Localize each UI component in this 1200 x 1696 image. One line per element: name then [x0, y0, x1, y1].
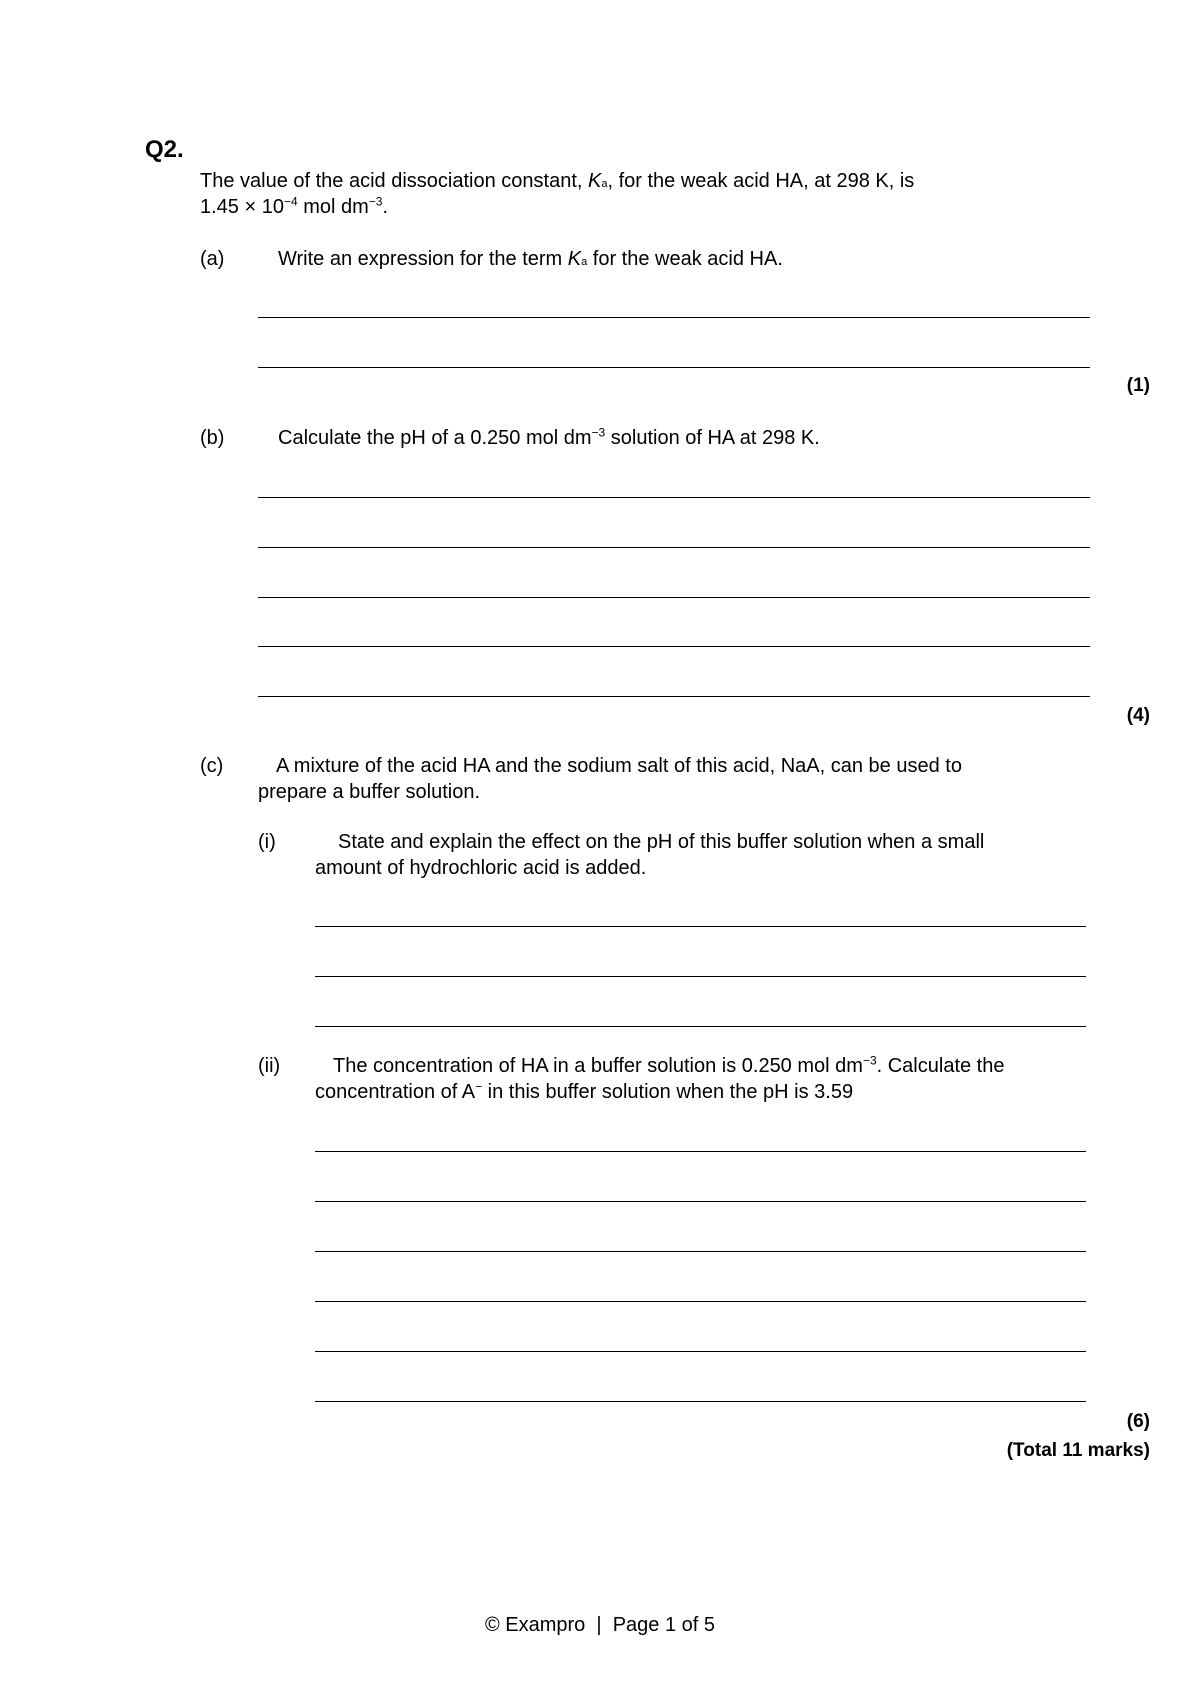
part-c-ii-line2 — [315, 1079, 853, 1105]
answer-line[interactable] — [315, 1301, 1086, 1302]
part-b-marks: (4) — [1126, 705, 1150, 726]
intro-text: , for the weak acid HA, at 298 K, is — [607, 170, 915, 192]
intro-text: The value of the acid dissociation constant, — [200, 170, 589, 192]
part-c-ii-text: in this buffer solution when the pH is 3.59 — [482, 1081, 854, 1103]
part-c-ii-text: . Calculate the — [876, 1055, 1005, 1077]
part-a-text — [278, 246, 783, 272]
answer-line[interactable] — [258, 497, 1090, 498]
part-c-i-label: (i) — [258, 831, 276, 853]
ka-subscript: a — [581, 256, 588, 268]
answer-line[interactable] — [258, 367, 1090, 368]
part-c-label: (c) — [200, 755, 224, 777]
exponent: −4 — [283, 194, 298, 209]
answer-line[interactable] — [258, 547, 1090, 548]
part-a-marks: (1) — [1126, 375, 1150, 396]
question-intro-line1 — [200, 168, 914, 194]
part-c-line1: A mixture of the acid HA and the sodium salt of this acid, NaA, can be used to — [276, 755, 962, 777]
part-a-label: (a) — [200, 248, 225, 270]
exponent: −3 — [368, 194, 383, 209]
part-b-text-a: Calculate the pH of a 0.250 mol dm — [278, 427, 592, 449]
part-c-i-line1: State and explain the effect on the pH of this buffer solution when a small — [338, 831, 985, 853]
part-b-text — [278, 425, 820, 451]
answer-line[interactable] — [258, 646, 1090, 647]
part-c-ii-marks: (6) — [1126, 1411, 1150, 1432]
answer-line[interactable] — [258, 696, 1090, 697]
part-c-ii-text: concentration of A — [315, 1081, 476, 1103]
ka-symbol: K — [588, 170, 602, 192]
answer-line[interactable] — [315, 926, 1086, 927]
answer-line[interactable] — [315, 1201, 1086, 1202]
part-b-text-b: solution of HA at 298 K. — [605, 427, 820, 449]
answer-line[interactable] — [315, 1401, 1086, 1402]
page-footer: © Exampro | Page 1 of 5 — [484, 1614, 716, 1636]
ka-subscript: a — [601, 178, 608, 190]
answer-line[interactable] — [315, 1026, 1086, 1027]
answer-line[interactable] — [315, 976, 1086, 977]
intro-text: . — [382, 196, 389, 218]
exponent: −3 — [862, 1053, 877, 1068]
exponent: −3 — [591, 425, 606, 440]
part-b-label: (b) — [200, 427, 225, 449]
part-c-ii-text: The concentration of HA in a buffer solution is 0.250 mol dm — [333, 1055, 863, 1077]
part-a-text-b: for the weak acid HA. — [587, 248, 783, 270]
total-marks: (Total 11 marks) — [1006, 1440, 1150, 1461]
question-intro-line2 — [200, 194, 388, 220]
intro-text: mol dm — [297, 196, 369, 218]
ka-symbol: K — [567, 248, 582, 270]
answer-line[interactable] — [258, 597, 1090, 598]
part-a-text-a: Write an expression for the term — [278, 248, 568, 270]
answer-line[interactable] — [315, 1251, 1086, 1252]
answer-line[interactable] — [258, 317, 1090, 318]
answer-line[interactable] — [315, 1151, 1086, 1152]
part-c-i-line2: amount of hydrochloric acid is added. — [315, 857, 647, 879]
part-c-ii-label: (ii) — [258, 1055, 281, 1077]
intro-text: 1.45 × 10 — [200, 196, 284, 218]
question-number: Q2. — [145, 136, 184, 163]
part-c-line2: prepare a buffer solution. — [258, 781, 481, 803]
exponent: − — [475, 1079, 483, 1094]
answer-line[interactable] — [315, 1351, 1086, 1352]
part-c-ii-line1 — [333, 1053, 1004, 1079]
